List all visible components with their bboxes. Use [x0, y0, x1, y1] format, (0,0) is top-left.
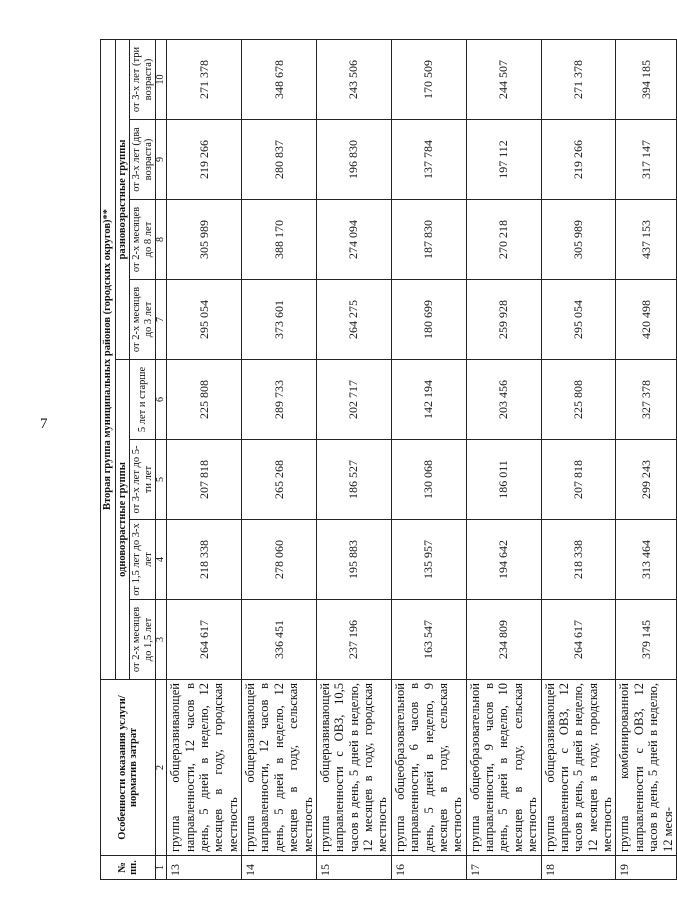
value-cell: 270 218	[466, 200, 541, 280]
value-cell: 373 601	[242, 280, 317, 360]
value-cell: 271 378	[167, 39, 242, 119]
row-number: 16	[391, 856, 466, 880]
index-cell: 8	[156, 200, 167, 280]
index-cell: 10	[156, 39, 167, 119]
value-cell: 295 054	[167, 280, 242, 360]
cost-norms-table	[100, 39, 677, 880]
value-cell: 225 808	[541, 360, 616, 440]
value-cell: 218 338	[541, 520, 616, 600]
value-cell: 274 094	[316, 200, 391, 280]
value-cell: 197 112	[466, 120, 541, 200]
value-cell: 336 451	[242, 600, 317, 680]
header-single-age: одновозрастные группы	[115, 360, 130, 680]
value-cell: 388 170	[242, 200, 317, 280]
value-cell: 305 989	[167, 200, 242, 280]
value-cell: 327 378	[616, 360, 677, 440]
value-cell: 207 818	[167, 440, 242, 520]
page-number: 7	[40, 416, 48, 432]
value-cell: 259 928	[466, 280, 541, 360]
index-cell: 6	[156, 360, 167, 440]
value-cell: 237 196	[316, 600, 391, 680]
value-cell: 194 642	[466, 520, 541, 600]
table-row	[167, 39, 242, 879]
value-cell: 186 011	[466, 440, 541, 520]
value-cell: 180 699	[391, 280, 466, 360]
value-cell: 394 185	[616, 39, 677, 119]
row-number: 14	[242, 856, 317, 880]
value-cell: 264 617	[167, 600, 242, 680]
row-description: группа общеобразовательной направленности, 9 часов в день, 5 дней в неделю, 10 месяцев в году, сельская местность	[466, 680, 541, 856]
header-num: № пп.	[101, 856, 156, 880]
value-cell: 234 809	[466, 600, 541, 680]
value-cell: 195 883	[316, 520, 391, 600]
value-cell: 196 830	[316, 120, 391, 200]
table-row	[616, 39, 677, 879]
row-description: группа общеразвивающей направленности с ОВЗ, 12 часов в день, 5 дней в неделю, 12 месяцев в году, городская местность	[541, 680, 616, 856]
value-cell: 137 784	[391, 120, 466, 200]
col-header: от 3-х лет (три возраста)	[130, 39, 156, 119]
value-cell: 264 617	[541, 600, 616, 680]
value-cell: 135 957	[391, 520, 466, 600]
value-cell: 219 266	[541, 120, 616, 200]
value-cell: 317 147	[616, 120, 677, 200]
value-cell: 271 378	[541, 39, 616, 119]
value-cell: 420 498	[616, 280, 677, 360]
value-cell: 313 464	[616, 520, 677, 600]
table-row	[242, 39, 317, 879]
table-row	[541, 39, 616, 879]
row-description: группа общеразвивающей направленности, 12 часов в день, 5 дней в неделю, 12 месяцев в году, городская местность	[167, 680, 242, 856]
value-cell: 299 243	[616, 440, 677, 520]
table-row	[466, 39, 541, 879]
col-header: 5 лет и старше	[130, 360, 156, 440]
value-cell: 202 717	[316, 360, 391, 440]
col-header: от 3-х лет (два возраста)	[130, 120, 156, 200]
row-description: группа комбинированной направленности с ОВЗ, 12 часов в день, 5 дней в неделю, 12 меся-	[616, 680, 677, 856]
row-description: группа общеразвивающей направленности с ОВЗ, 10,5 часов в день, 5 дней в неделю, 12 месяцев в году, городская местность	[316, 680, 391, 856]
column-index-row	[156, 39, 167, 879]
value-cell: 186 527	[316, 440, 391, 520]
value-cell: 203 456	[466, 360, 541, 440]
col-header: от 3-х лет до 5-ти лет	[130, 440, 156, 520]
col-header: от 2-х месяцев до 1,5 лет	[130, 600, 156, 680]
row-description: группа общеразвивающей направленности, 12 часов в день, 5 дней в неделю, 12 месяцев в году, сельская местность	[242, 680, 317, 856]
col-header: от 2-х месяцев до 3 лет	[130, 280, 156, 360]
table-row	[316, 39, 391, 879]
value-cell: 244 507	[466, 39, 541, 119]
index-cell: 3	[156, 600, 167, 680]
value-cell: 170 509	[391, 39, 466, 119]
value-cell: 289 733	[242, 360, 317, 440]
table-body	[156, 39, 677, 879]
value-cell: 379 145	[616, 600, 677, 680]
value-cell: 219 266	[167, 120, 242, 200]
header-multi-age: разновозрастные группы	[115, 39, 130, 359]
index-cell: 7	[156, 280, 167, 360]
value-cell: 207 818	[541, 440, 616, 520]
value-cell: 142 194	[391, 360, 466, 440]
value-cell: 218 338	[167, 520, 242, 600]
row-number: 15	[316, 856, 391, 880]
value-cell: 295 054	[541, 280, 616, 360]
value-cell: 264 275	[316, 280, 391, 360]
col-header: от 1,5 лет до 3-х лет	[130, 520, 156, 600]
rotated-table-container	[100, 40, 675, 880]
header-main-group: Вторая группа муниципальных районов (городских округов)**	[101, 39, 116, 679]
value-cell: 265 268	[242, 440, 317, 520]
index-cell: 4	[156, 520, 167, 600]
index-cell: 1	[156, 856, 167, 880]
row-description: группа общеобразовательной направленности, 6 часов в день, 5 дней в неделю, 9 месяцев в году, сельская местность	[391, 680, 466, 856]
value-cell: 243 506	[316, 39, 391, 119]
value-cell: 348 678	[242, 39, 317, 119]
index-cell: 2	[156, 680, 167, 856]
value-cell: 278 060	[242, 520, 317, 600]
index-cell: 9	[156, 120, 167, 200]
value-cell: 130 068	[391, 440, 466, 520]
value-cell: 163 547	[391, 600, 466, 680]
row-number: 19	[616, 856, 677, 880]
row-number: 18	[541, 856, 616, 880]
value-cell: 305 989	[541, 200, 616, 280]
value-cell: 225 808	[167, 360, 242, 440]
value-cell: 437 153	[616, 200, 677, 280]
row-number: 17	[466, 856, 541, 880]
table-row	[391, 39, 466, 879]
value-cell: 280 837	[242, 120, 317, 200]
row-number: 13	[167, 856, 242, 880]
index-cell: 5	[156, 440, 167, 520]
header-feature: Особенности оказания услуги/норматив затрат	[101, 680, 156, 856]
col-header: от 2-х месяцев до 8 лет	[130, 200, 156, 280]
value-cell: 187 830	[391, 200, 466, 280]
